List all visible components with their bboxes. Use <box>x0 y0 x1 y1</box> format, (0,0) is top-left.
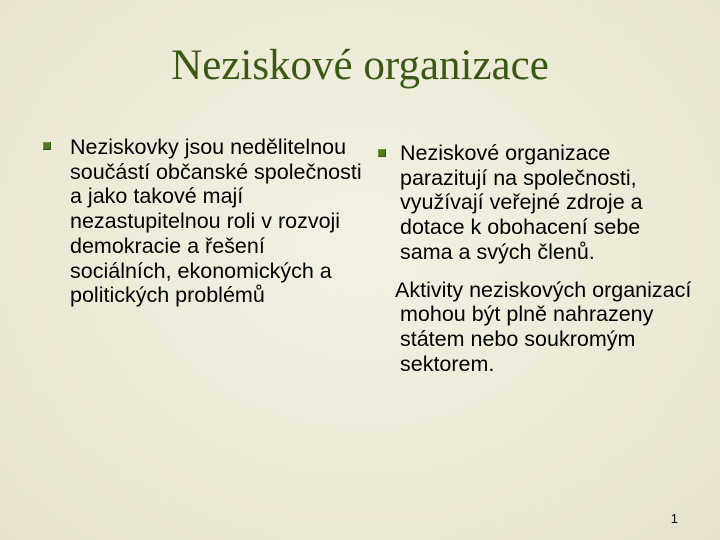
slide-title: Neziskové organizace <box>171 42 549 89</box>
square-bullet-icon <box>378 149 386 157</box>
square-bullet-icon <box>43 142 51 150</box>
page-number: 1 <box>670 511 678 526</box>
left-bullet-item <box>38 135 368 308</box>
right-continuation-paragraph <box>372 278 692 377</box>
right-column <box>372 141 692 376</box>
right-bullet-item <box>372 141 692 265</box>
right-bullet-text: Neziskové organizace parazitují na společnosti, využívají veřejné zdroje a dotace k obohacení sebe sama a svých členů. <box>400 141 643 264</box>
left-column <box>38 135 368 308</box>
right-continuation-text: Aktivity neziskových organizací mohou být plně nahrazeny státem nebo soukromým sektorem. <box>395 277 692 376</box>
left-bullet-text: Neziskovky jsou nedělitelnou součástí občanské společnosti a jako takové mají nezastupitelnou roli v rozvoji demokracie a řešení sociálních, ekonomických a politických problémů <box>70 135 362 308</box>
